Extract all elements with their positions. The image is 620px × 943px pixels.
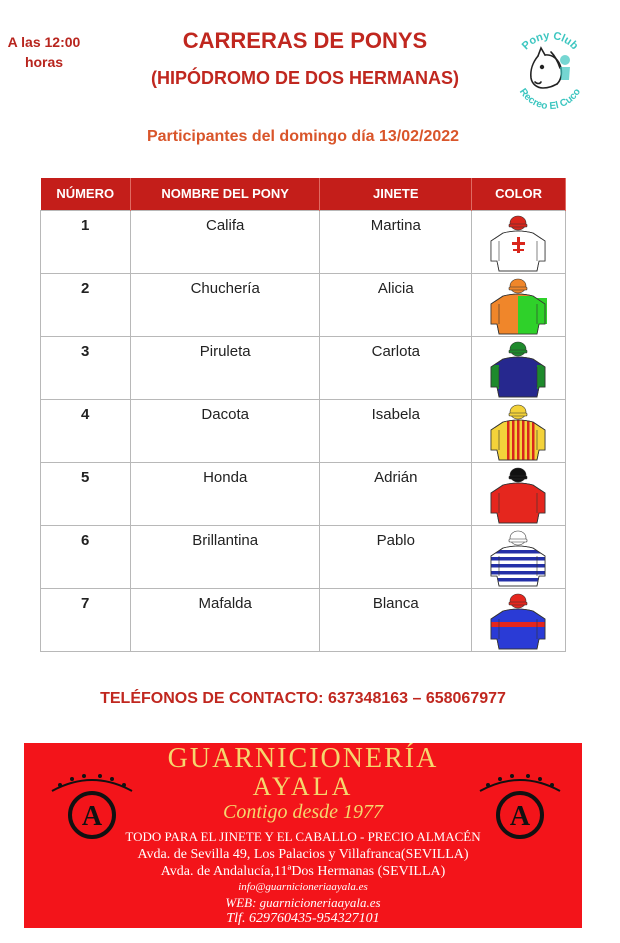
svg-text:Pony Club <box>520 30 581 53</box>
ad-tagline: TODO PARA EL JINETE Y EL CABALLO - PRECIO ALMACÉN <box>125 829 481 844</box>
runner-number: 2 <box>41 273 131 336</box>
pony-name: Brillantina <box>130 525 320 588</box>
runner-number: 3 <box>41 336 131 399</box>
seal-letter-left: A <box>81 801 103 832</box>
ad-phones: Tlf. 629760435-954327101 <box>226 911 380 926</box>
table-row <box>41 525 566 588</box>
rider-name: Alicia <box>320 273 472 336</box>
page-subtitle: (HIPÓDROMO DE DOS HERMANAS) <box>150 68 459 88</box>
runner-number: 6 <box>41 525 131 588</box>
participants-table <box>40 178 566 652</box>
runner-number: 7 <box>41 588 131 651</box>
pony-name: Chuchería <box>130 273 320 336</box>
silks-cell <box>472 525 566 588</box>
silks-cell <box>472 210 566 273</box>
svg-text:Recreo El Cuco <box>517 87 583 113</box>
runner-number: 5 <box>41 462 131 525</box>
race-time-line2: horas <box>24 54 64 70</box>
table-row <box>41 336 566 399</box>
pony-name: Honda <box>130 462 320 525</box>
column-header-number: NÚMERO <box>41 178 131 210</box>
silks-cell <box>472 462 566 525</box>
table-row <box>41 210 566 273</box>
ad-address-1: Avda. de Sevilla 49, Los Palacios y Villafranca(SEVILLA) <box>137 847 469 862</box>
ad-address-2: Avda. de Andalucía,11ªDos Hermanas (SEVILLA) <box>160 864 446 879</box>
participants-date: Participantes del domingo día 13/02/2022 <box>146 128 460 145</box>
rider-name: Pablo <box>320 525 472 588</box>
pony-name: Califa <box>130 210 320 273</box>
seal-letter-right: A <box>509 801 531 832</box>
jockey-silks-icon <box>489 211 549 273</box>
rider-name: Adrián <box>320 462 472 525</box>
column-header-color: COLOR <box>472 178 566 210</box>
runner-number: 4 <box>41 399 131 462</box>
pony-head-icon <box>531 48 562 88</box>
table-row <box>41 462 566 525</box>
rider-name: Carlota <box>320 336 472 399</box>
race-time-line1: A las 12:00 <box>7 34 81 50</box>
page-title: CARRERAS DE PONYS <box>182 28 428 53</box>
jockey-silks-icon <box>489 589 549 651</box>
jockey-silks-icon <box>489 526 549 588</box>
column-header-rider: JINETE <box>320 178 472 210</box>
sponsor-ad <box>24 743 582 928</box>
jockey-silks-icon <box>489 400 549 462</box>
pony-name: Mafalda <box>130 588 320 651</box>
ad-email: info@guarnicioneriaayala.es <box>238 881 368 893</box>
table-row <box>41 588 566 651</box>
pony-club-logo <box>505 22 595 114</box>
ad-brand-line2: AYALA <box>252 772 354 801</box>
silks-cell <box>472 273 566 336</box>
ad-website: WEB: guarnicioneriaayala.es <box>225 895 381 910</box>
logo-text-bottom: Recreo El Cuco <box>516 86 584 113</box>
table-header-row <box>41 178 566 210</box>
jockey-icon <box>560 55 570 80</box>
ad-motto: Contigo desde 1977 <box>223 801 383 823</box>
jockey-silks-icon <box>489 463 549 525</box>
jockey-silks-icon <box>489 274 549 336</box>
pony-name: Piruleta <box>130 336 320 399</box>
rider-name: Blanca <box>320 588 472 651</box>
logo-text-top: Pony Club <box>519 29 581 53</box>
table-row <box>41 273 566 336</box>
jockey-silks-icon <box>489 337 549 399</box>
column-header-pony: NOMBRE DEL PONY <box>130 178 320 210</box>
table-row <box>41 399 566 462</box>
silks-cell <box>472 336 566 399</box>
runner-number: 1 <box>41 210 131 273</box>
race-time <box>0 32 88 72</box>
contact-phones: TELÉFONOS DE CONTACTO: 637348163 – 658067977 <box>100 690 506 707</box>
silks-cell <box>472 399 566 462</box>
rider-name: Martina <box>320 210 472 273</box>
ad-brand-line1: GUARNICIONERÍA <box>167 743 439 774</box>
rider-name: Isabela <box>320 399 472 462</box>
pony-name: Dacota <box>130 399 320 462</box>
silks-cell <box>472 588 566 651</box>
